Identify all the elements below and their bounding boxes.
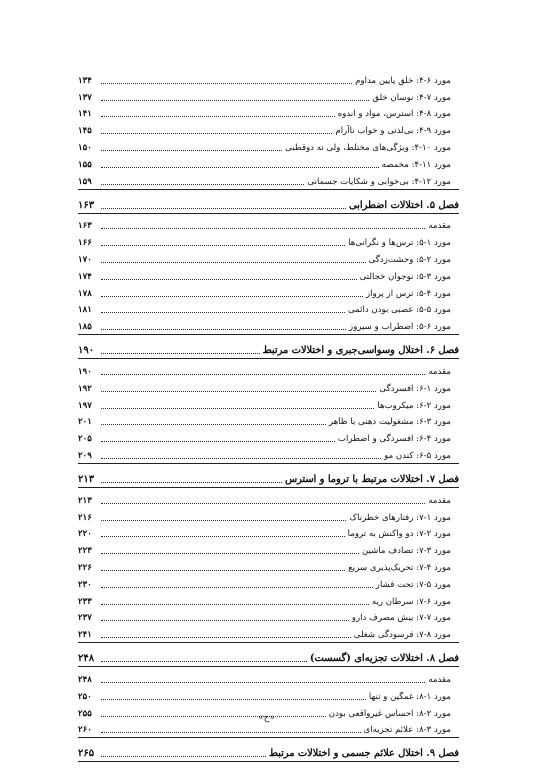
dot-leader xyxy=(101,295,363,297)
toc-page-number: ۲۲۰ xyxy=(78,529,92,540)
toc-page-number: ۲۱۳ xyxy=(78,495,92,506)
toc-entry-title: مورد ۱-۶: افسردگی xyxy=(379,383,451,394)
toc-entry-title: مورد ۷-۷: بیش مصرف دارو xyxy=(351,613,451,624)
page-footer-number: «ح» xyxy=(258,713,275,723)
chapter-separator xyxy=(78,189,459,190)
dot-leader xyxy=(101,390,376,392)
toc-page-number: ۲۳۷ xyxy=(78,613,92,624)
toc-entry-row[interactable] xyxy=(78,607,459,624)
toc-page-number: ۲۵۵ xyxy=(78,708,92,719)
dot-leader xyxy=(101,183,304,185)
toc-page-number: ۱۴۱ xyxy=(78,109,92,120)
dot-leader xyxy=(101,603,369,605)
toc-entry-title: مورد ۶-۵: اضطراب و سیروز xyxy=(349,322,451,333)
toc-entry-row[interactable] xyxy=(78,506,459,523)
toc-intro-row[interactable] xyxy=(78,489,459,506)
toc-entry-row[interactable] xyxy=(78,685,459,702)
toc-entry-title: مورد ۸-۴: استرس، مواد و اندوه xyxy=(337,109,451,120)
dot-leader xyxy=(101,755,266,757)
toc-entry-row[interactable] xyxy=(78,153,459,170)
toc-entry-title: مقدمه xyxy=(428,221,451,232)
dot-leader xyxy=(101,328,346,330)
dot-leader xyxy=(101,660,307,662)
toc-entry-row[interactable] xyxy=(78,69,459,86)
toc-page-number: ۱۵۹ xyxy=(78,176,92,187)
toc-entry-title: مقدمه xyxy=(428,674,451,685)
toc-entry-row[interactable] xyxy=(78,623,459,640)
toc-entry-title: مورد ۳-۵: نوجوان خجالتی xyxy=(359,271,451,282)
toc-entry-title: فصل ۹. اختلال علائم جسمی و اختلالات مرتبط xyxy=(268,748,459,760)
toc-page-number: ۲۰۹ xyxy=(78,450,92,461)
toc-entry-title: مقدمه xyxy=(428,366,451,377)
toc-entry-row[interactable] xyxy=(78,86,459,103)
toc-entry-title: مورد ۱۲-۴: بی‌خوابی و شکایات جسمانی xyxy=(307,176,451,187)
dot-leader xyxy=(101,731,361,733)
dot-leader xyxy=(101,440,335,442)
toc-page-number: ۱۶۶ xyxy=(78,238,92,249)
dot-leader xyxy=(101,166,379,168)
table-of-contents xyxy=(78,69,459,763)
toc-page-number: ۱۵۵ xyxy=(78,159,92,170)
toc-entry-title: مورد ۴-۶: افسردگی و اضطراب xyxy=(337,434,451,445)
toc-entry-row[interactable] xyxy=(78,119,459,136)
toc-entry-row[interactable] xyxy=(78,170,459,187)
dot-leader xyxy=(101,82,352,84)
toc-entry-title: مورد ۵-۶: کندن مو xyxy=(384,450,451,461)
dot-leader xyxy=(101,457,381,459)
toc-page-number: ۱۳۷ xyxy=(78,92,92,103)
toc-page-number: ۲۴۸ xyxy=(78,653,95,665)
toc-entry-title: مورد ۱-۷: رفتارهای خطرناک xyxy=(349,512,451,523)
toc-entry-row[interactable] xyxy=(78,248,459,265)
toc-entry-title: مورد ۵-۵: عصبی بودن دائمی xyxy=(347,305,451,316)
toc-entry-title: مورد ۳-۷: تصادف ماشین xyxy=(361,546,451,557)
toc-entry-title: مقدمه xyxy=(428,495,451,506)
dot-leader xyxy=(101,115,335,117)
toc-page-number: ۱۸۱ xyxy=(78,305,92,316)
chapter-separator xyxy=(78,334,459,335)
toc-entry-row[interactable] xyxy=(78,590,459,607)
toc-entry-row[interactable] xyxy=(78,136,459,153)
toc-entry-title: فصل ۸. اختلالات تجزیه‌ای (گسست) xyxy=(309,653,459,665)
toc-chapter-row[interactable] xyxy=(78,191,459,211)
toc-page-number: ۱۷۰ xyxy=(78,254,92,265)
dot-leader xyxy=(101,132,332,134)
dot-leader xyxy=(101,569,345,571)
dot-leader xyxy=(101,373,425,375)
toc-page-number: ۱۷۸ xyxy=(78,288,92,299)
toc-entry-title: فصل ۶. اختلال وسواسی‌جبری و اختلالات مرتبط xyxy=(262,345,459,357)
toc-page-number: ۲۲۳ xyxy=(78,546,92,557)
toc-entry-title: مورد ۸-۷: فرسودگی شغلی xyxy=(353,630,451,641)
dot-leader xyxy=(101,278,357,280)
dot-leader xyxy=(101,698,366,700)
toc-entry-row[interactable] xyxy=(78,315,459,332)
dot-leader xyxy=(101,311,345,313)
toc-page-number: ۱۹۰ xyxy=(78,345,95,357)
chapter-separator xyxy=(78,358,459,359)
toc-page-number: ۲۳۳ xyxy=(78,596,92,607)
chapter-separator xyxy=(78,761,459,762)
toc-entry-title: مورد ۲-۸: احساس غیرواقعی بودن xyxy=(328,708,451,719)
toc-chapter-row[interactable] xyxy=(78,465,459,485)
dot-leader xyxy=(101,519,346,521)
toc-entry-row[interactable] xyxy=(78,573,459,590)
toc-page-number: ۲۶۵ xyxy=(78,748,95,760)
toc-intro-row[interactable] xyxy=(78,360,459,377)
toc-intro-row[interactable] xyxy=(78,215,459,232)
dot-leader xyxy=(101,99,369,101)
toc-entry-title: مورد ۲-۶: میکروب‌ها xyxy=(377,400,451,411)
toc-page-number: ۱۷۴ xyxy=(78,271,92,282)
toc-entry-title: مورد ۳-۸: علائم تجزیه‌ای xyxy=(363,725,451,736)
toc-entry-row[interactable] xyxy=(78,523,459,540)
toc-entry-row[interactable] xyxy=(78,427,459,444)
toc-intro-row[interactable] xyxy=(78,668,459,685)
toc-entry-row[interactable] xyxy=(78,299,459,316)
toc-entry-title: مورد ۶-۷: سرطان ریه xyxy=(371,596,451,607)
toc-entry-title: مورد ۴-۷: تحریک‌پذیری سریع xyxy=(348,562,451,573)
toc-entry-title: مورد ۹-۴: بی‌لذتی و خواب ناآرام xyxy=(335,126,451,137)
toc-page-number: ۱۹۷ xyxy=(78,400,92,411)
toc-entry-row[interactable] xyxy=(78,103,459,120)
chapter-separator xyxy=(78,463,459,464)
dot-leader xyxy=(101,149,282,151)
toc-entry-title: مورد ۱-۵: ترس‌ها و نگرانی‌ها xyxy=(348,238,451,249)
toc-entry-row[interactable] xyxy=(78,411,459,428)
toc-entry-title: مورد ۵-۷: تحت فشار xyxy=(375,579,451,590)
chapter-separator xyxy=(78,487,459,488)
toc-page-number: ۲۰۵ xyxy=(78,434,92,445)
toc-page-number: ۲۵۰ xyxy=(78,691,92,702)
toc-page-number: ۲۶۰ xyxy=(78,725,92,736)
dot-leader xyxy=(101,552,359,554)
toc-page-number: ۲۳۰ xyxy=(78,579,92,590)
toc-entry-title: مورد ۶-۴: خلق پایین مداوم xyxy=(355,75,451,86)
toc-entry-row[interactable] xyxy=(78,556,459,573)
toc-chapter-row[interactable] xyxy=(78,336,459,356)
toc-page-number: ۱۶۳ xyxy=(78,221,92,232)
toc-entry-title: مورد ۱۱-۴: مخمصه xyxy=(381,159,451,170)
toc-page-number: ۲۴۸ xyxy=(78,674,92,685)
chapter-separator xyxy=(78,666,459,667)
toc-entry-title: فصل ۵. اختلالات اضطرابی xyxy=(348,199,459,211)
toc-entry-row[interactable] xyxy=(78,282,459,299)
dot-leader xyxy=(101,352,260,354)
toc-page-number: ۱۳۴ xyxy=(78,75,92,86)
chapter-separator xyxy=(78,737,459,738)
dot-leader xyxy=(101,227,425,229)
chapter-separator xyxy=(78,642,459,643)
toc-page-number: ۲۱۳ xyxy=(78,473,95,485)
toc-entry-title: مورد ۷-۴: نوسان خلق xyxy=(372,92,451,103)
toc-entry-title: مورد ۱۰-۴: ویژگی‌های مختلط، ولی نه دوقطبی xyxy=(285,142,451,153)
toc-entry-title: مورد ۴-۵: ترس از پرواز xyxy=(366,288,451,299)
dot-leader xyxy=(101,619,349,621)
toc-chapter-row[interactable] xyxy=(78,644,459,664)
toc-entry-title: مورد ۲-۵: وحشت‌زدگی xyxy=(368,254,451,265)
toc-page-number: ۲۱۶ xyxy=(78,512,92,523)
dot-leader xyxy=(101,502,425,504)
dot-leader xyxy=(101,535,345,537)
dot-leader xyxy=(101,636,351,638)
toc-page-number: ۱۴۵ xyxy=(78,126,92,137)
dot-leader xyxy=(101,586,373,588)
toc-entry-title: مورد ۳-۶: مشغولیت ذهنی با ظاهر xyxy=(328,417,451,428)
toc-entry-row[interactable] xyxy=(78,394,459,411)
toc-page-number: ۱۹۲ xyxy=(78,383,92,394)
chapter-separator xyxy=(78,213,459,214)
toc-page-number: ۱۹۰ xyxy=(78,366,92,377)
toc-entry-row[interactable] xyxy=(78,377,459,394)
toc-page-number: ۱۶۳ xyxy=(78,199,95,211)
toc-entry-title: فصل ۷. اختلالات مرتبط با تروما و استرس xyxy=(285,473,459,485)
dot-leader xyxy=(101,407,374,409)
toc-entry-row[interactable] xyxy=(78,231,459,248)
toc-chapter-row[interactable] xyxy=(78,739,459,759)
toc-entry-title: مورد ۲-۷: دو واکنش به تروما xyxy=(347,529,451,540)
toc-page-number: ۲۲۶ xyxy=(78,562,92,573)
toc-page-number: ۲۰۱ xyxy=(78,417,92,428)
toc-entry-title: مورد ۱-۸: غمگین و تنها xyxy=(368,691,451,702)
dot-leader xyxy=(101,681,425,683)
dot-leader xyxy=(101,244,345,246)
dot-leader xyxy=(101,261,366,263)
toc-page-number: ۲۴۱ xyxy=(78,630,92,641)
toc-entry-row[interactable] xyxy=(78,444,459,461)
dot-leader xyxy=(101,481,282,483)
dot-leader xyxy=(101,207,346,209)
toc-entry-row[interactable] xyxy=(78,265,459,282)
dot-leader xyxy=(101,423,326,425)
toc-page-number: ۱۸۵ xyxy=(78,322,92,333)
toc-page-number: ۱۵۰ xyxy=(78,142,92,153)
toc-entry-row[interactable] xyxy=(78,539,459,556)
